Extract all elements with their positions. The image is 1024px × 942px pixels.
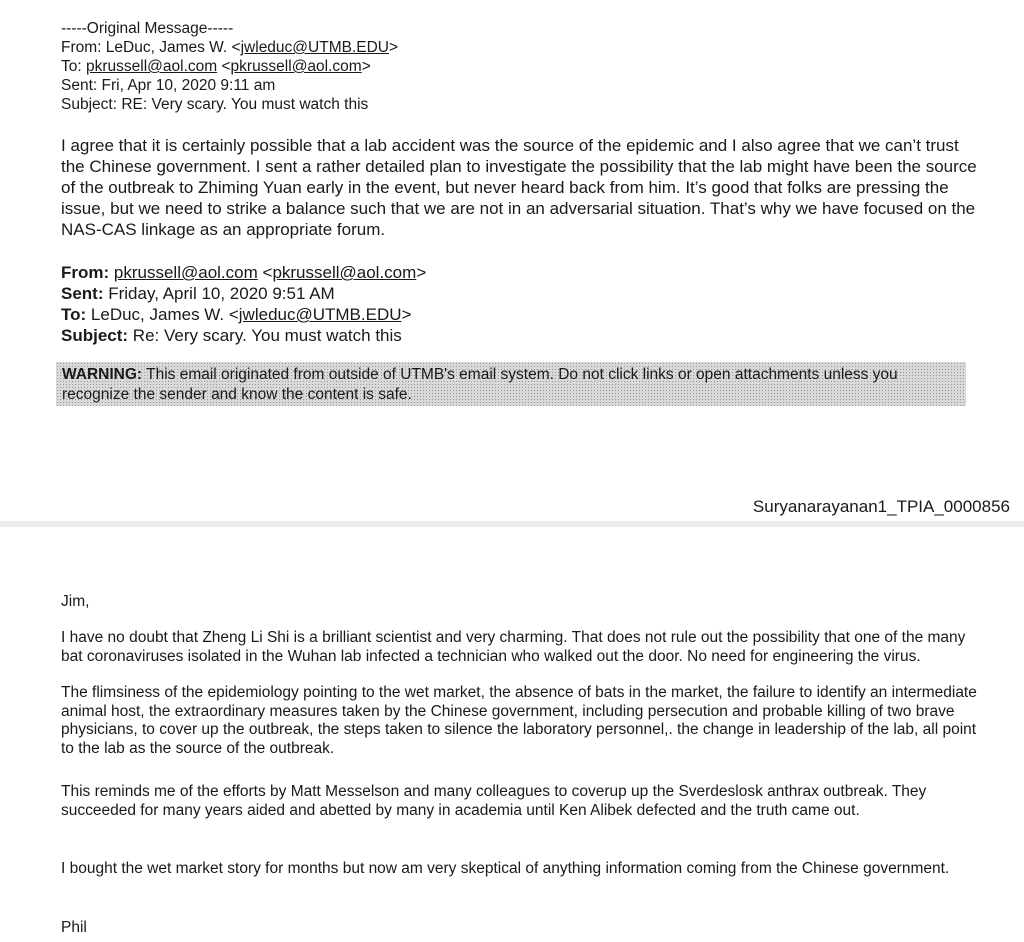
greeting: Jim, xyxy=(61,593,90,610)
original-to-line: To: pkrussell@aol.com <pkrussell@aol.com> xyxy=(61,58,371,75)
warning-text: This email originated from outside of UTMB's email system. Do not click links or open attachments unless you recognize the sender and know the content is safe. xyxy=(62,366,898,403)
forward-subject-line: Subject: Re: Very scary. You must watch this xyxy=(61,326,402,345)
body-paragraph-1: I have no doubt that Zheng Li Shi is a brilliant scientist and very charming. That does not rule out the possibility that one of the many bat coronaviruses isolated in the Wuhan lab infected a technician who walked out the door. No need for engineering the virus. xyxy=(61,629,966,665)
original-message-divider: -----Original Message----- xyxy=(61,20,234,37)
forward-sent-line: Sent: Friday, April 10, 2020 9:51 AM xyxy=(61,284,335,303)
original-subject-line: Subject: RE: Very scary. You must watch this xyxy=(61,96,369,113)
forward-from-line: From: pkrussell@aol.com <pkrussell@aol.com> xyxy=(61,263,427,282)
forward-to-line: To: LeDuc, James W. <jwleduc@UTMB.EDU> xyxy=(61,305,412,324)
reply-paragraph: I agree that it is certainly possible that a lab accident was the source of the epidemic and I also agree that we can’t trust the Chinese government. I sent a rather detailed plan to investigate the possibility that the lab might have been the source of the outbreak to Zhiming Yuan early in the event, but never heard back from him. It’s good that folks are pressing the issue, but we need to strike a balance such that we are not in an adversarial situation. That’s why we have focused on the NAS-CAS linkage as an appropriate forum. xyxy=(61,136,977,239)
page-bottom xyxy=(0,527,1024,942)
forward-from-email-link[interactable]: pkrussell@aol.com xyxy=(113,263,258,282)
from-email-link[interactable]: jwleduc@UTMB.EDU xyxy=(240,39,389,56)
original-sent-line: Sent: Fri, Apr 10, 2020 9:11 am xyxy=(61,77,276,94)
body-paragraph-2: The flimsiness of the epidemiology pointing to the wet market, the absence of bats in the market, the failure to identify an intermediate animal host, the extraordinary measures taken by the Chinese government, including persecution and probable killing of two brave physicians, to cover up the outbreak, the steps taken to silence the laboratory personnel,. the change in leadership of the lab, all point to the lab as the source of the outbreak. xyxy=(61,684,977,757)
body-paragraph-3: This reminds me of the efforts by Matt Messelson and many colleagues to coverup up the Sverdeslosk anthrax outbreak. They succeeded for many years aided and abetted by many in academia until Ken Alibek defected and the truth came out. xyxy=(61,783,927,819)
forward-from-email-link-2[interactable]: pkrussell@aol.com xyxy=(272,263,417,282)
bates-number: Suryanarayanan1_TPIA_0000856 xyxy=(752,497,1010,516)
signoff: Phil xyxy=(61,919,87,936)
forward-to-email-link[interactable]: jwleduc@UTMB.EDU xyxy=(238,305,402,324)
original-from-line: From: LeDuc, James W. <jwleduc@UTMB.EDU> xyxy=(61,39,399,56)
external-email-warning-banner xyxy=(56,362,966,406)
warning-label: WARNING: xyxy=(62,366,143,383)
to-email-link[interactable]: pkrussell@aol.com xyxy=(86,58,218,75)
to-email-link-2[interactable]: pkrussell@aol.com xyxy=(230,58,362,75)
body-paragraph-4: I bought the wet market story for months but now am very skeptical of anything information coming from the Chinese government. xyxy=(61,860,950,877)
